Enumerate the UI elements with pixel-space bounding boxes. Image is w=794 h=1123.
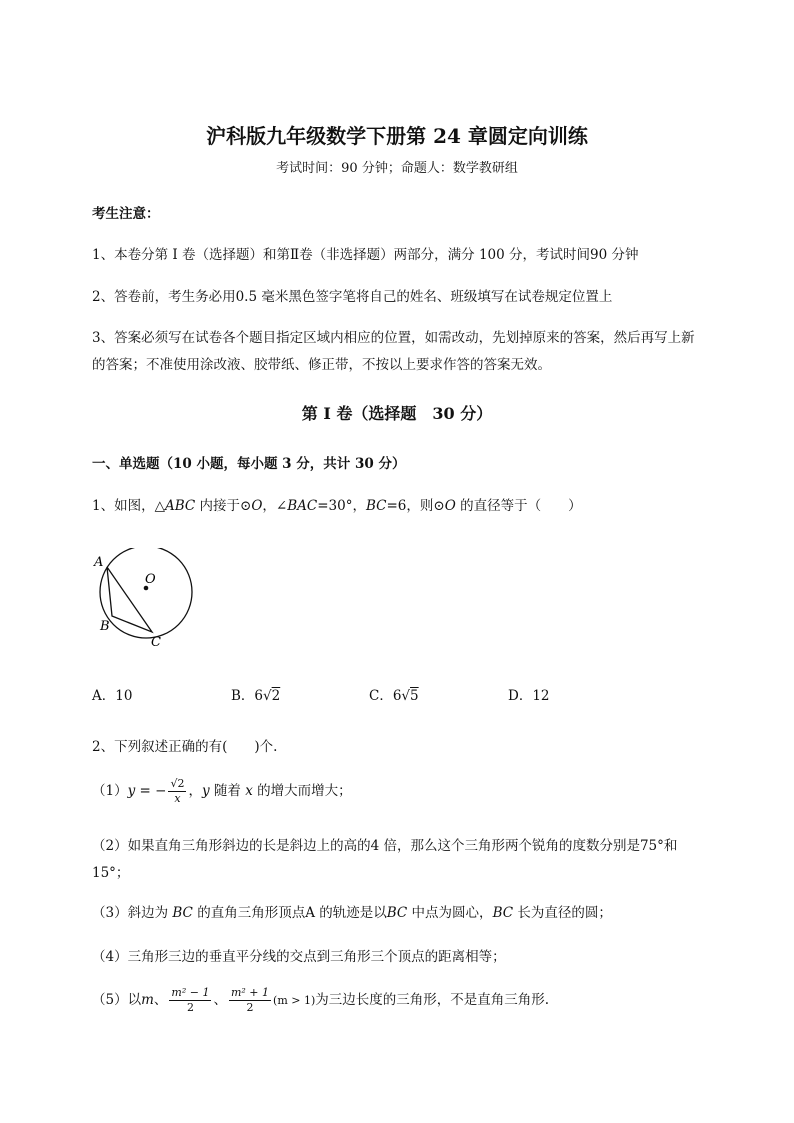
option-d: D．12 <box>508 688 550 704</box>
option-c-radicand: 5 <box>410 688 419 704</box>
triangle-symbol: △ <box>154 498 165 514</box>
s1-text-1: 随着 <box>209 783 246 799</box>
notice-heading: 考生注意： <box>92 206 160 222</box>
option-b-radicand: 2 <box>271 688 281 704</box>
s3-text-c: 中点为圆心， <box>407 905 493 921</box>
q1-o1: O <box>251 498 263 514</box>
s1-number: （1） <box>92 783 128 799</box>
circle-o <box>100 548 192 638</box>
q1-bac: BAC <box>287 498 318 514</box>
q1-text-4: =30°， <box>317 498 366 514</box>
s3-text-b: 的直角三角形顶点A 的轨迹是以 <box>192 905 387 921</box>
q1-text-6: 的直径等于（ ） <box>455 498 582 514</box>
statement-3 <box>92 901 612 921</box>
s5-sep-2: 、 <box>213 992 227 1008</box>
notice-item-1: 1、本卷分第 I 卷（选择题）和第Ⅱ卷（非选择题）两部分，满分 100 分，考试时间90 分钟 <box>92 247 639 263</box>
s5-f1-numerator: m² − 1 <box>171 986 210 999</box>
option-c-prefix: C．6 <box>369 688 402 704</box>
s1-denominator: x <box>174 792 181 805</box>
statement-2-line-2: 15°； <box>92 865 130 881</box>
q1-bc: BC <box>365 498 387 514</box>
q1-text-3: ，∠ <box>262 498 288 514</box>
s5-f2-numerator: m² + 1 <box>230 986 270 999</box>
s5-fraction-1 <box>169 986 211 1015</box>
s5-fraction-2 <box>229 986 271 1015</box>
notice-item-3-line-1: 3、答案必须写在试卷各个题目指定区域内相应的位置，如需改动，先划掉原来的答案，然后再写上新 <box>92 330 695 346</box>
s5-text-b: 为三边长度的三角形，不是直角三角形. <box>315 992 550 1008</box>
option-a: A．10 <box>92 688 133 704</box>
option-b <box>231 684 280 704</box>
q1-o2: O <box>444 498 456 514</box>
q1-abc: ABC <box>164 498 196 514</box>
q1-text-2: 内接于⊙ <box>195 498 252 514</box>
s3-bc-1: BC <box>172 905 193 921</box>
sqrt-sign: √ <box>263 688 272 704</box>
s3-text-d: 长为直径的圆； <box>513 905 612 921</box>
document-title: 沪科版九年级数学下册第 24 章圆定向训练 <box>206 124 588 148</box>
statement-4: （4）三角形三边的垂直平分线的交点到三角形三个顶点的距离相等； <box>92 949 506 965</box>
s5-sep-1: 、 <box>153 992 168 1008</box>
option-b-prefix: B．6 <box>231 688 264 704</box>
label-o: O <box>145 572 156 587</box>
statement-2-line-1: （2）如果直角三角形斜边的长是斜边上的高的4 倍，那么这个三角形两个锐角的度数分别是75°和 <box>92 838 678 854</box>
document-subtitle: 考试时间：90 分钟；命题人：数学教研组 <box>276 161 518 176</box>
s1-text-2: 的增大而增大； <box>252 783 352 799</box>
circle-figure <box>88 548 203 658</box>
question-2-stem: 2、下列叙述正确的有( )个. <box>92 739 278 755</box>
s1-y2: y <box>201 783 210 799</box>
s5-condition: (m > 1) <box>273 994 316 1007</box>
s3-bc-3: BC <box>492 905 514 921</box>
notice-item-3-line-2: 的答案；不准使用涂改液、胶带纸、修正带，不按以上要求作答的答案无效。 <box>92 357 551 373</box>
s5-f1-denominator: 2 <box>186 1001 194 1014</box>
s5-m: m <box>141 992 154 1008</box>
notice-item-2: 2、答卷前，考生务必用0.5 毫米黑色签字笔将自己的姓名、班级填写在试卷规定位置上 <box>92 289 613 305</box>
q1-text-5: =6，则⊙ <box>386 498 445 514</box>
s1-y: y <box>127 783 136 799</box>
s1-eq: = − <box>135 783 167 799</box>
label-c: C <box>151 635 161 650</box>
s1-comma: ， <box>188 783 202 799</box>
s3-text-a: （3）斜边为 <box>92 905 173 921</box>
s1-x: x <box>245 783 253 799</box>
option-c <box>369 684 419 704</box>
s5-f2-denominator: 2 <box>246 1001 254 1014</box>
statement-5 <box>92 985 549 1016</box>
q1-text-1: 1、如图， <box>92 498 155 514</box>
statement-1 <box>92 776 352 806</box>
label-a: A <box>94 555 104 570</box>
s1-numerator: √2 <box>170 777 185 790</box>
section-subheading: 一、单选题（10 小题，每小题 3 分，共计 30 分） <box>92 456 406 472</box>
s5-text-a: （5）以 <box>92 992 142 1008</box>
question-1-stem <box>92 494 582 514</box>
section-title: 第 I 卷（选择题 30 分） <box>301 404 493 423</box>
s1-fraction <box>168 777 186 806</box>
sqrt-sign: √ <box>401 688 411 704</box>
s3-bc-2: BC <box>386 905 408 921</box>
label-b: B <box>100 619 110 634</box>
